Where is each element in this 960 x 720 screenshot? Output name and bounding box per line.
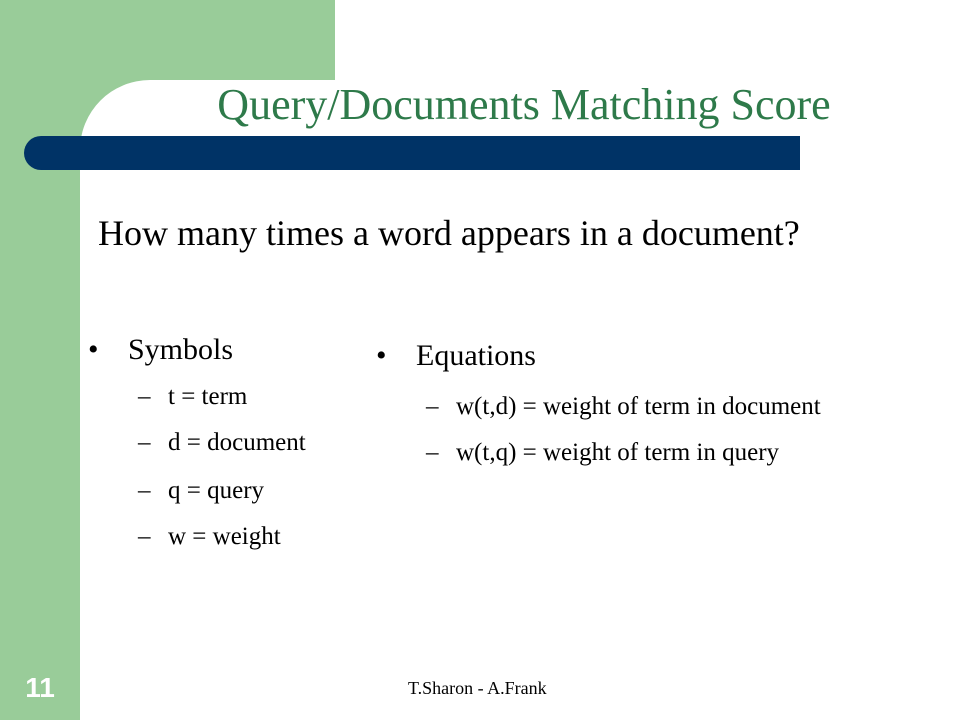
equation-item-query-weight bbox=[426, 438, 779, 468]
dash-symbol: – bbox=[138, 383, 151, 410]
symbol-item-query bbox=[138, 476, 264, 506]
symbol-item-label: d = document bbox=[168, 429, 306, 456]
symbols-heading bbox=[88, 332, 233, 368]
slide-number: 11 bbox=[25, 672, 55, 703]
title-underline-bar bbox=[24, 136, 800, 170]
dash-symbol: – bbox=[138, 429, 151, 456]
symbol-item-label: q = query bbox=[168, 477, 265, 504]
equations-heading-label: Equations bbox=[416, 339, 536, 372]
equations-heading bbox=[376, 338, 536, 374]
equation-item-label: w(t,q) = weight of term in query bbox=[456, 439, 780, 466]
dash-symbol: – bbox=[426, 439, 439, 466]
question-text: How many times a word appears in a document? bbox=[98, 213, 800, 253]
symbol-item-term bbox=[138, 382, 247, 412]
equation-item-label: w(t,d) = weight of term in document bbox=[456, 393, 821, 420]
equation-item-doc-weight bbox=[426, 392, 821, 422]
dash-symbol: – bbox=[138, 477, 151, 504]
symbols-heading-label: Symbols bbox=[128, 333, 234, 366]
symbol-item-document bbox=[138, 428, 306, 458]
symbol-item-label: t = term bbox=[168, 383, 248, 410]
bullet-symbol: • bbox=[88, 333, 99, 366]
footer-authors: T.Sharon - A.Frank bbox=[408, 678, 547, 698]
dash-symbol: – bbox=[138, 523, 151, 550]
dash-symbol: – bbox=[426, 393, 439, 420]
slide-title: Query/Documents Matching Score bbox=[217, 80, 831, 129]
symbol-item-label: w = weight bbox=[168, 523, 281, 550]
symbol-item-weight bbox=[138, 522, 281, 552]
bullet-symbol: • bbox=[376, 339, 387, 372]
